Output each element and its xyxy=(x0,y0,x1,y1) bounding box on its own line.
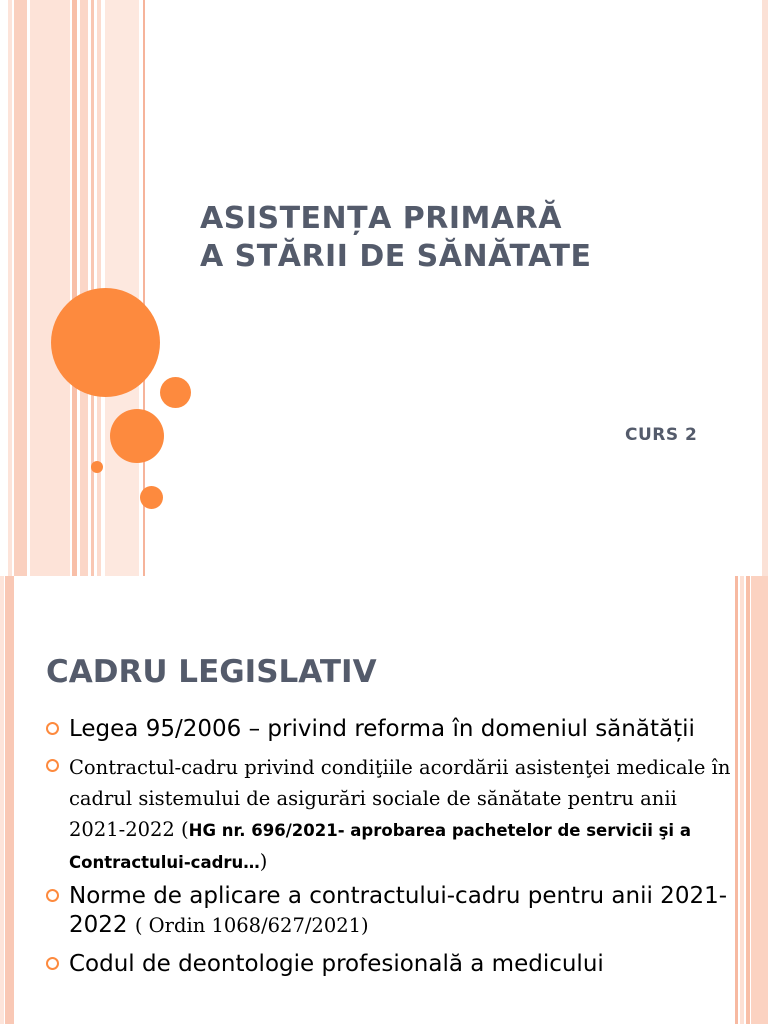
list-item-text: Norme de aplicare a contractului-cadru pentru anii 2021-2022 xyxy=(69,883,728,938)
decor-stripe xyxy=(14,0,27,576)
ring-bullet-icon xyxy=(46,889,59,902)
list-item-tail: ( Ordin 1068/627/2021) xyxy=(134,914,369,937)
circle-decoration xyxy=(51,288,160,397)
decor-stripe xyxy=(751,576,768,1024)
circle-decoration xyxy=(160,377,191,408)
ring-bullet-icon xyxy=(46,722,59,735)
slide-title-line1: ASISTENȚA PRIMARĂ xyxy=(200,201,562,236)
ring-bullet-icon xyxy=(46,759,59,772)
list-item xyxy=(46,950,736,979)
decor-stripe xyxy=(740,576,744,1024)
list-item xyxy=(46,715,736,744)
list-item xyxy=(46,882,736,940)
decor-stripe xyxy=(91,0,94,576)
slide-title xyxy=(200,200,720,276)
decor-stripe xyxy=(8,0,12,576)
list-item xyxy=(46,752,736,878)
decor-stripe xyxy=(30,0,70,576)
list-item-text: Legea 95/2006 – privind reforma în domeniul sănătății xyxy=(69,716,695,742)
list-item-tail: ) xyxy=(259,850,268,873)
decor-stripe xyxy=(762,0,768,576)
ring-bullet-icon xyxy=(46,957,59,970)
circle-decoration xyxy=(110,409,164,463)
decor-stripe xyxy=(72,0,77,576)
circle-decoration xyxy=(91,461,103,473)
decor-stripe xyxy=(746,576,750,1024)
section-title: CADRU LEGISLATIV xyxy=(46,654,377,690)
circle-decoration xyxy=(140,486,163,509)
list-item-bold-text: HG nr. 696/2021- aprobarea pachetelor de servicii şi a Contractului-cadru… xyxy=(69,821,691,872)
decor-stripe xyxy=(80,0,88,576)
bullet-list xyxy=(46,715,736,979)
slide-subtitle: CURS 2 xyxy=(625,425,698,445)
list-item-text: Codul de deontologie profesională a medicului xyxy=(69,951,604,977)
list-item-text: Contractul-cadru privind condiţiile acordării asistenţei medicale în cadrul sistemului de asigurări sociale de sănătate pentru anii 2021-2022 ( xyxy=(69,756,731,841)
slide-title-line2: A STĂRII DE SĂNĂTATE xyxy=(200,239,592,274)
decor-stripe xyxy=(5,576,14,1024)
decor-stripe xyxy=(0,576,4,1024)
